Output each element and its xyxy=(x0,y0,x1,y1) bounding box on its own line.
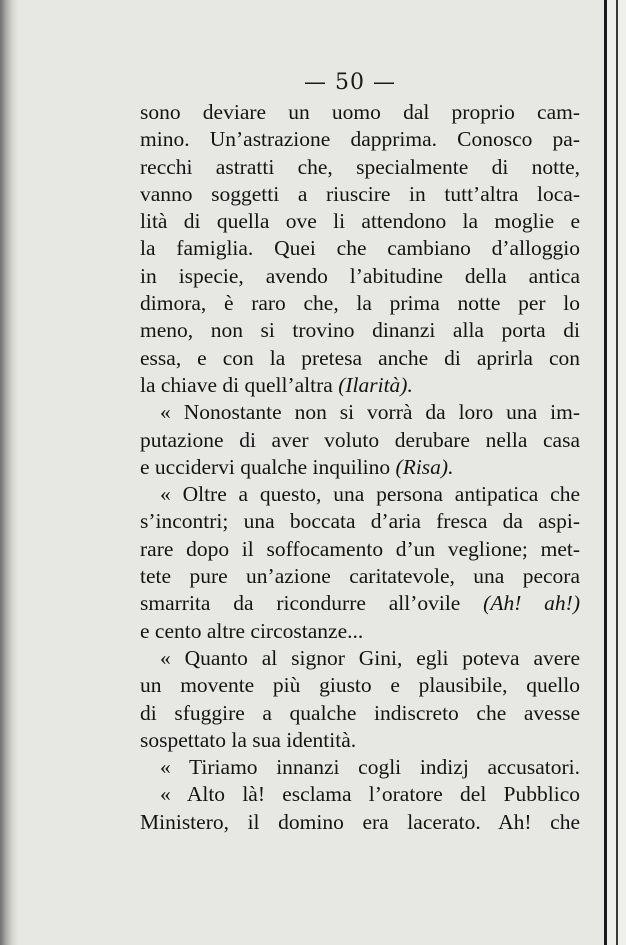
text-line-content: recchi astratti che, specialmente di notte, xyxy=(140,154,580,179)
text-line xyxy=(140,563,580,590)
text-line-content: sono deviare un uomo dal proprio cam- xyxy=(140,100,580,124)
text-line-italic: (Ilarità). xyxy=(338,372,413,397)
text-line xyxy=(140,263,580,290)
page-right-edge xyxy=(604,0,626,945)
text-line-content: lità di quella ove li attendono la moglie e xyxy=(140,209,580,234)
text-line xyxy=(140,754,580,781)
text-line xyxy=(140,99,580,126)
text-line xyxy=(140,536,580,563)
text-line xyxy=(140,481,580,508)
text-line-content: in ispecie, avendo l’abitudine della antica xyxy=(140,263,580,288)
text-line xyxy=(140,181,580,208)
text-line xyxy=(140,345,580,372)
text-line-content: rare dopo il soffocamento d’un veglione; met- xyxy=(140,536,580,561)
text-line-content: un movente più giusto e plausibile, quello xyxy=(140,673,580,698)
text-line xyxy=(140,372,580,399)
text-line-italic: (Ah! ah!) xyxy=(483,591,580,616)
text-line-content: la chiave di quell’altra xyxy=(140,372,339,397)
text-line xyxy=(140,427,580,454)
page-right-line xyxy=(616,0,618,945)
text-line-italic: (Risa). xyxy=(395,454,454,479)
text-line xyxy=(140,208,580,235)
text-line-content: e cento altre circostanze... xyxy=(140,618,364,643)
text-line-content: vanno soggetti a riuscire in tutt’altra loca- xyxy=(140,181,580,206)
page-number: — 50 — xyxy=(304,70,396,95)
text-line-content: « Tiriamo innanzi cogli indizj accusatori. xyxy=(160,755,580,780)
text-line-content: smarrita da ricondurre all’ovile xyxy=(140,591,484,616)
text-line xyxy=(140,618,580,645)
text-line xyxy=(140,317,580,344)
text-line-content: s’incontri; una boccata d’aria fresca da aspi- xyxy=(140,509,580,534)
text-line-content: dimora, è raro che, la prima notte per lo xyxy=(140,291,580,316)
text-line xyxy=(140,645,580,672)
text-line-content: essa, e con la pretesa anche di aprirla con xyxy=(140,345,580,370)
text-line xyxy=(140,727,580,754)
text-line xyxy=(140,672,580,699)
text-line-content: di sfuggire a qualche indiscreto che avesse xyxy=(140,700,580,725)
text-line-content: sospettato la sua identità. xyxy=(140,727,357,752)
text-line xyxy=(140,235,580,262)
text-line-content: « Nonostante non si vorrà da loro una im- xyxy=(160,400,580,425)
body-text xyxy=(140,99,580,836)
text-line-content: « Quanto al signor Gini, egli poteva avere xyxy=(160,645,580,670)
text-line xyxy=(140,508,580,535)
text-line xyxy=(140,454,580,481)
text-line-content: « Oltre a questo, una persona antipatica che xyxy=(160,482,580,507)
text-line-content: « Alto là! esclama l’oratore del Pubblico xyxy=(160,782,580,807)
text-line xyxy=(140,126,580,153)
text-line-content: e uccidervi qualche inquilino xyxy=(140,454,396,479)
text-line xyxy=(140,290,580,317)
text-line xyxy=(140,700,580,727)
text-line xyxy=(140,781,580,808)
text-line-content: mino. Un’astrazione dapprima. Conosco pa- xyxy=(140,127,580,152)
text-line-content: putazione di aver voluto derubare nella casa xyxy=(140,427,580,452)
text-line xyxy=(140,590,580,617)
text-line-content: meno, non si trovino dinanzi alla porta di xyxy=(140,318,580,343)
text-line-content: la famiglia. Quei che cambiano d’alloggio xyxy=(140,236,580,261)
page-left-shadow xyxy=(0,0,18,945)
text-line-content: Ministero, il domino era lacerato. Ah! che xyxy=(140,809,580,834)
text-line xyxy=(140,809,580,836)
text-line xyxy=(140,154,580,181)
text-line-content: tete pure un’azione caritatevole, una pecora xyxy=(140,564,580,589)
text-line xyxy=(140,399,580,426)
